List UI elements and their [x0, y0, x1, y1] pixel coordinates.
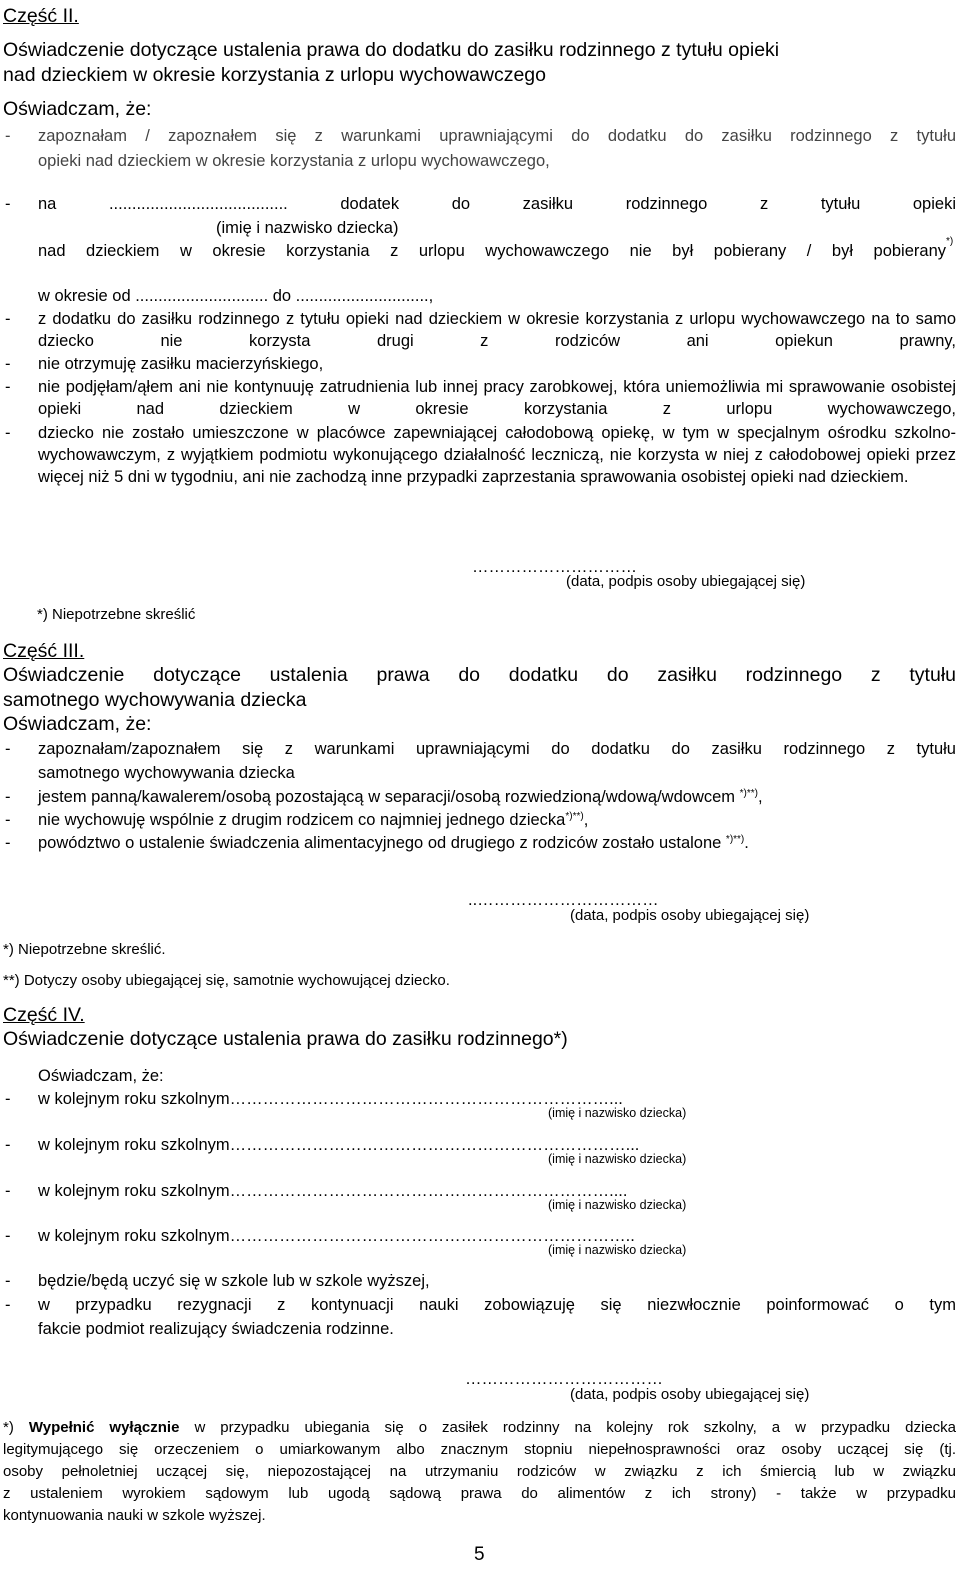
part2-item6: dziecko nie zostało umieszczone w placówce zapewniającej całodobową opiekę, w tym w specjalnym ośrodku szkolno-wychowawczym, z wyjątkiem podmiotu wykonującego działalność leczniczą, nie korzysta w niej z całodobowej opieki przez więcej niż 5 dni w tygodniu, ani nie zachodzą inne przypadki zaprzestania sprawowania osobistej opieki nad dzieckiem.: [38, 424, 956, 486]
dash: -: [5, 1090, 11, 1108]
part2-title-line1: Oświadczenie dotyczące ustalenia prawa do dodatku do zasiłku rodzinnego z tytułu opieki: [3, 39, 780, 61]
dash: -: [5, 127, 11, 145]
part2-item2-line2: nad dzieckiem w okresie korzystania z urlopu wychowawczego nie był pobierany / był pobierany: [38, 242, 946, 260]
part3-declare: Oświadczam, że:: [3, 713, 152, 735]
dash: -: [5, 310, 11, 328]
part3-item2: jestem panną/kawalerem/osobą pozostającą w separacji/osobą rozwiedzioną/wdową/wdowcem *)**),: [38, 788, 763, 806]
dash: -: [5, 1136, 11, 1154]
school-row-3: w kolejnym roku szkolnym……………………………………………………………....: [38, 1182, 628, 1200]
page-number: 5: [474, 1544, 485, 1565]
part2-heading: Część II.: [3, 5, 79, 27]
dash: -: [5, 834, 11, 852]
dash: -: [5, 195, 11, 213]
child-name-caption: (imię i nazwisko dziecka): [548, 1243, 687, 1257]
part4-footnote-line2: legitymującego się orzeczeniem o umiarkowanym albo znacznym stopniu niepełnosprawności oraz osoby uczącej się (tj.: [3, 1441, 956, 1458]
part2-item5: nie podjęłam/ąłem ani nie kontynuuję zatrudnienia lub innej pracy zarobkowej, która uniemożliwia mi sprawowanie osobistej opieki nad dzieckiem w okresie korzystania z urlopu wychowawczego,: [38, 378, 956, 418]
part3-footnote2: **) Dotyczy osoby ubiegającej się, samotnie wychowującej dziecko.: [3, 972, 450, 989]
part3-title-line2: samotnego wychowywania dziecka: [3, 689, 307, 711]
signature-caption: (data, podpis osoby ubiegającej się): [570, 1386, 810, 1403]
signature-caption: (data, podpis osoby ubiegającej się): [566, 573, 806, 590]
part4-item6-line2: fakcie podmiot realizujący świadczenia rodzinne.: [38, 1320, 394, 1338]
dash: -: [5, 740, 11, 758]
dash: -: [5, 788, 11, 806]
dash: -: [5, 355, 11, 373]
part4-declare: Oświadczam, że:: [38, 1067, 164, 1085]
dash: -: [5, 1227, 11, 1245]
part2-item2-na: na ....................................... dodatek do zasiłku rodzinnego z tytułu opieki: [38, 195, 956, 213]
part3-item1-line1: zapoznałam/zapoznałem się z warunkami uprawniającymi do dodatku do zasiłku rodzinnego z tytułu: [38, 740, 956, 758]
dash: -: [5, 1182, 11, 1200]
part4-footnote-line1: *) Wypełnić wyłącznie w przypadku ubiegania się o zasiłek rodzinny na kolejny rok szkolny, a w przypadku dziecka: [3, 1419, 957, 1436]
part4-footnote-line5: kontynuowania nauki w szkole wyższej.: [3, 1507, 266, 1524]
school-row-1: w kolejnym roku szkolnym……………………………………………………………...: [38, 1090, 623, 1108]
school-row-4: w kolejnym roku szkolnym………………………………………………………………..: [38, 1227, 635, 1245]
child-name-caption: (imię i nazwisko dziecka): [216, 219, 399, 237]
child-name-caption: (imię i nazwisko dziecka): [548, 1106, 687, 1120]
part4-item5: będzie/będą uczyć się w szkole lub w szkole wyższej,: [38, 1272, 430, 1290]
part2-item4: nie otrzymuję zasiłku macierzyńskiego,: [38, 355, 324, 373]
dash: -: [5, 424, 11, 442]
part3-item1-line2: samotnego wychowywania dziecka: [38, 764, 295, 782]
part2-item3: z dodatku do zasiłku rodzinnego z tytułu opieki nad dzieckiem w okresie korzystania z urlopu wychowawczego na to samo dziecko nie korzysta drugi z rodziców ani opiekun prawny,: [38, 310, 956, 350]
signature-caption: (data, podpis osoby ubiegającej się): [570, 907, 810, 924]
part2-declare: Oświadczam, że:: [3, 98, 152, 120]
part3-item3: nie wychowuję wspólnie z drugim rodzicem co najmniej jednego dziecka*)**),: [38, 811, 589, 829]
part3-title-line1: Oświadczenie dotyczące ustalenia prawa do dodatku do zasiłku rodzinnego z tytułu: [3, 664, 956, 686]
part4-title: Oświadczenie dotyczące ustalenia prawa do zasiłku rodzinnego*): [3, 1028, 568, 1050]
dash: -: [5, 1296, 11, 1314]
signature-line: ..……………………………: [468, 891, 659, 909]
part3-item4: powództwo o ustalenie świadczenia alimentacyjnego od drugiego z rodziców zostało ustalone *)**).: [38, 834, 749, 852]
child-name-caption: (imię i nazwisko dziecka): [548, 1152, 687, 1166]
part3-footnote1: *) Niepotrzebne skreślić.: [3, 941, 166, 958]
part4-item6-line1: w przypadku rezygnacji z kontynuacji nauki zobowiązuję się niezwłocznie poinformować o tym: [38, 1296, 956, 1314]
part4-footnote-line3: osoby pełnoletniej uczącej się, niepozostającej na utrzymaniu rodziców w związku z ich śmiercią lub w związku: [3, 1463, 956, 1480]
dash: -: [5, 811, 11, 829]
signature-line: …………………………: [472, 558, 637, 576]
part2-item2-period: w okresie od ............................. do .............................,: [38, 287, 434, 305]
part2-item1-line1: zapoznałam / zapoznałem się z warunkami uprawniającymi do dodatku do zasiłku rodzinnego z tytułu: [38, 127, 956, 145]
part2-title-line2: nad dzieckiem w okresie korzystania z urlopu wychowawczego: [3, 64, 546, 86]
part4-heading: Część IV.: [3, 1004, 85, 1026]
dash: -: [5, 1272, 11, 1290]
dash: -: [5, 378, 11, 396]
part3-heading: Część III.: [3, 640, 85, 662]
part4-footnote-line4: z ustaleniem wyrokiem sądowym lub ugodą sądową prawa do alimentów z ich strony) - także w przypadku: [3, 1485, 956, 1502]
part2-footnote: *) Niepotrzebne skreślić: [37, 606, 196, 623]
footnote-marker: *): [946, 236, 954, 247]
part2-item1-line2: opieki nad dzieckiem w okresie korzystania z urlopu wychowawczego,: [38, 152, 550, 170]
signature-line: ………………………………: [465, 1370, 663, 1388]
school-row-2: w kolejnym roku szkolnym………………………………………………………………...: [38, 1136, 640, 1154]
child-name-caption: (imię i nazwisko dziecka): [548, 1198, 687, 1212]
